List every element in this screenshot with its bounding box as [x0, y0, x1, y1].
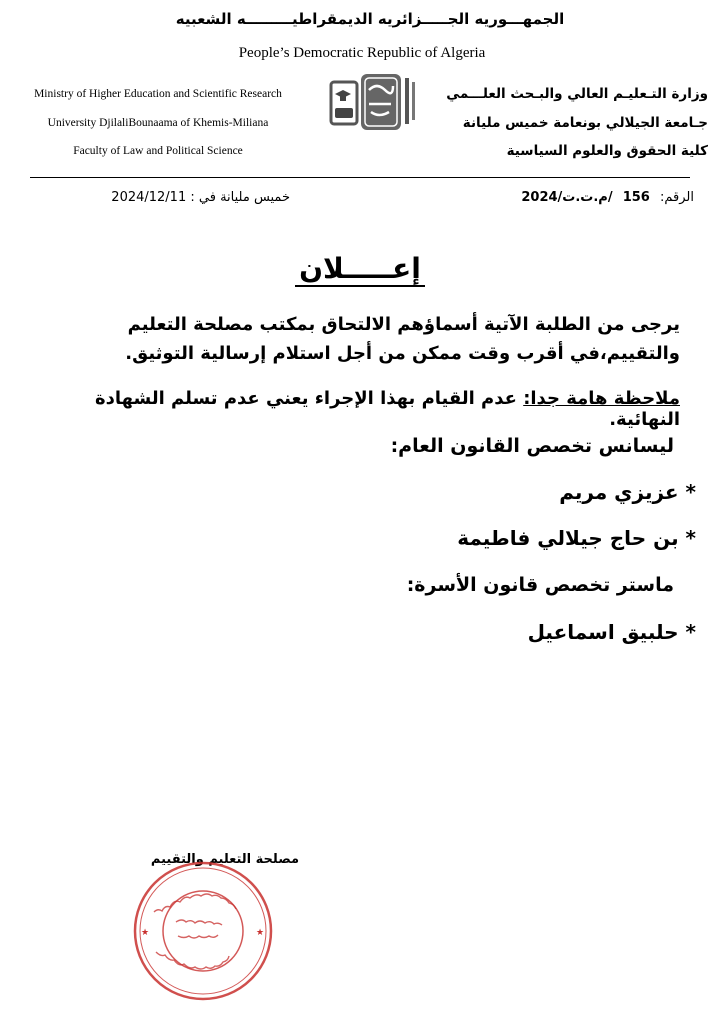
- announcement-paragraph: يرجى من الطلبة الآتية أسماؤهم الالتحاق بمكتب مصلحة التعليم والتقييم،في أقرب وقت ممكن من أجل استلام إرسالية التوثيق.: [125, 314, 680, 364]
- announcement-title: [260, 252, 460, 285]
- ministry-english: Ministry of Higher Education and Scientific Research: [34, 88, 282, 100]
- svg-text:★: ★: [256, 928, 265, 938]
- date-line: [60, 190, 290, 205]
- section-heading-master: ماستر تخصص قانون الأسرة:: [406, 574, 674, 596]
- ministry-arabic: وزارة التـعليـم العالي والبـحث العلـــمي: [446, 86, 708, 102]
- section-heading-licence: ليسانس تخصص القانون العام:: [390, 435, 674, 457]
- important-note: [40, 388, 680, 430]
- student-name: * عزيزي مريم: [559, 480, 696, 504]
- date-label: خميس مليانة في :: [190, 190, 290, 205]
- university-logo-icon: [325, 68, 425, 138]
- faculty-english: Faculty of Law and Political Science: [73, 145, 243, 157]
- university-english: University DjilaliBounaama of Khemis-Miliana: [47, 117, 269, 129]
- republic-title-english: People’s Democratic Republic of Algeria: [238, 45, 486, 61]
- reference-value: 156: [622, 190, 650, 205]
- reference-number: [394, 190, 694, 205]
- official-stamp-icon: [132, 860, 274, 1002]
- faculty-arabic: كلية الحقوق والعلوم السياسية: [506, 143, 708, 159]
- university-arabic: جـامعة الجيلالي بونعامة خميس مليانة: [462, 115, 708, 131]
- announcement-title-text: إعـــــلان: [295, 252, 425, 287]
- republic-title-arabic: الجمهـــوريه الجـــــزائريه الديمقراطيـــــــــه الشعبيه: [175, 10, 565, 28]
- svg-text:★: ★: [141, 928, 150, 938]
- note-label: ملاحظة هامة جدا:: [523, 388, 680, 409]
- reference-code: /م.ت.ت/2024: [521, 190, 613, 205]
- student-name: * حلبيق اسماعيل: [527, 620, 696, 644]
- date-value: 2024/12/11: [111, 190, 187, 205]
- note-text: عدم القيام بهذا الإجراء يعني عدم تسلم الشهادة النهائية.: [95, 388, 680, 430]
- reference-label: الرقم:: [660, 190, 694, 205]
- student-name: * بن حاج جيلالي فاطيمة: [457, 526, 696, 550]
- signature-service-label: مصلحة التعليم والتقييم: [150, 852, 300, 867]
- header-divider: [30, 177, 690, 178]
